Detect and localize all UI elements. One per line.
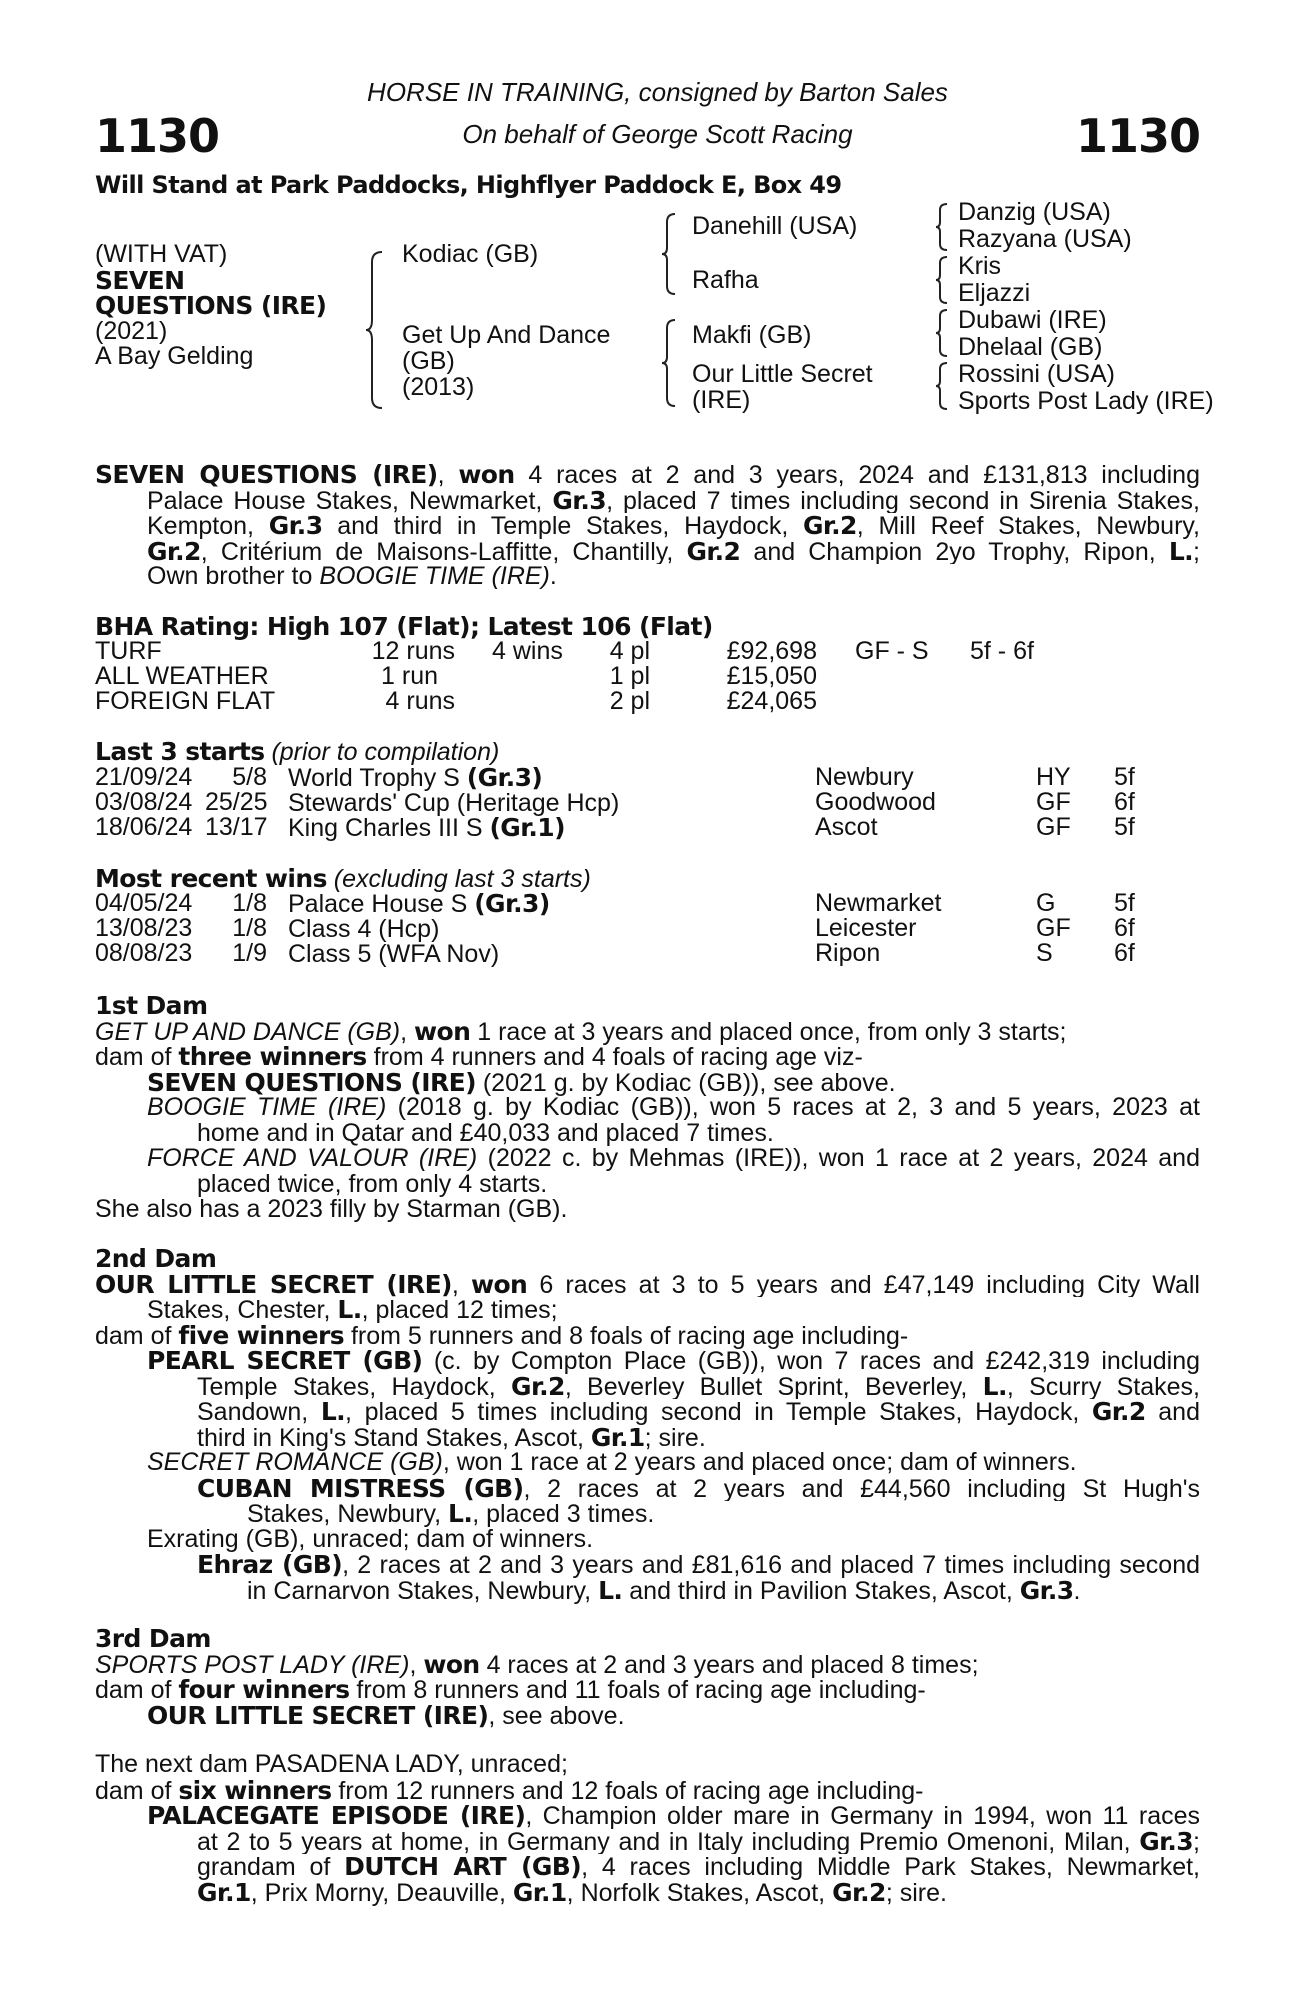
second-dam-section: [95, 1246, 1200, 1603]
win-position: 1/9: [232, 939, 267, 967]
start-race: Stewards' Cup (Heritage Hcp): [288, 789, 620, 817]
record-surface: ALL WEATHER: [95, 662, 269, 690]
ds-dam: Dhelaal (GB): [958, 333, 1103, 361]
start-distance: 5f: [1114, 813, 1135, 841]
dam-line: GET UP AND DANCE (GB), won 1 race at 3 years and placed once, from only 3 starts;: [95, 1016, 1067, 1046]
third-dam-section: [95, 1626, 1200, 1728]
dam-line: BOOGIE TIME (IRE) (2018 g. by Kodiac (GB)), won 5 races at 2, 3 and 5 years, 2023 at: [147, 1095, 1200, 1121]
record-surface: FOREIGN FLAT: [95, 687, 276, 715]
dd-sire: Rossini (USA): [958, 360, 1115, 388]
dam-line: PEARL SECRET (GB) (c. by Compton Place (GB)), won 7 races and £242,319 including: [147, 1348, 1200, 1374]
dd-dam: Sports Post Lady (IRE): [958, 387, 1214, 415]
dam-line: SPORTS POST LADY (IRE), won 4 races at 2 and 3 years and placed 8 times;: [95, 1649, 979, 1679]
win-distance: 6f: [1114, 939, 1135, 967]
first-dam-section: [95, 993, 1200, 1223]
win-race: Class 4 (Hcp): [288, 915, 440, 943]
start-going: HY: [1036, 763, 1071, 791]
win-date: 13/08/23: [95, 914, 193, 942]
dam-line: dam of four winners from 8 runners and 11 foals of racing age including-: [95, 1675, 926, 1704]
win-position: 1/8: [232, 914, 267, 942]
record-runs: 4 runs: [385, 687, 455, 715]
dam-line: PALACEGATE EPISODE (IRE), Champion older mare in Germany in 1994, won 11 races: [147, 1803, 1200, 1829]
ds-sire: Dubawi (IRE): [958, 306, 1107, 334]
start-date: 03/08/24: [95, 788, 193, 816]
start-distance: 6f: [1114, 788, 1135, 816]
start-position: 5/8: [232, 763, 267, 791]
win-course: Newmarket: [815, 889, 942, 917]
start-race: King Charles III S (Gr.1): [288, 813, 565, 842]
summary-line: SEVEN QUESTIONS (IRE), won 4 races at 2 and 3 years, 2024 and £131,813 including: [95, 462, 1200, 488]
horse-year: (2021): [95, 316, 168, 345]
record-placed: 4 pl: [609, 637, 650, 665]
start-date: 18/06/24: [95, 813, 193, 841]
start-going: GF: [1036, 813, 1071, 841]
record-earnings: £15,050: [726, 662, 817, 690]
dam-line: OUR LITTLE SECRET (IRE), see above.: [147, 1700, 625, 1730]
dam-dam-line1: Our Little Secret: [692, 360, 873, 388]
dam-line: at 2 to 5 years at home, in Germany and in Italy including Premio Omenoni, Milan, Gr.3;: [197, 1828, 1200, 1854]
race-summary: [95, 462, 1200, 590]
dam-line: placed twice, from only 4 starts.: [197, 1169, 548, 1198]
dam-line: dam of five winners from 5 runners and 8 foals of racing age including-: [95, 1320, 909, 1350]
dam-line: home and in Qatar and £40,033 and placed 7 times.: [197, 1118, 774, 1147]
start-date: 21/09/24: [95, 763, 193, 791]
sd-dam: Eljazzi: [958, 279, 1031, 307]
horse-name-line1: SEVEN: [95, 265, 185, 295]
dam-dam-line2: (IRE): [692, 386, 751, 414]
horse-name-line2: QUESTIONS (IRE): [95, 291, 327, 320]
pedigree-brace-sd: [934, 255, 950, 305]
dam-line: Sandown, L., placed 5 times including second in Temple Stakes, Haydock, Gr.2 and: [197, 1399, 1200, 1425]
next-dam-section: [95, 1752, 1200, 1905]
win-position: 1/8: [232, 889, 267, 917]
record-distance: 5f - 6f: [970, 637, 1034, 665]
dam-line: dam of six winners from 12 runners and 12 foals of racing age including-: [95, 1775, 924, 1805]
pedigree-brace-ss: [934, 202, 950, 252]
summary-line: Gr.2, Critérium de Maisons-Laffitte, Chantilly, Gr.2 and Champion 2yo Trophy, Ripon, L.;: [147, 538, 1200, 564]
summary-line: Kempton, Gr.3 and third in Temple Stakes, Haydock, Gr.2, Mill Reef Stakes, Newbury,: [147, 513, 1200, 539]
dam-name-line1: Get Up And Dance: [402, 321, 611, 349]
consignment-subtitle: On behalf of George Scott Racing: [462, 119, 853, 149]
sd-sire: Kris: [958, 252, 1002, 280]
dam-line: dam of three winners from 4 runners and 4 foals of racing age viz-: [95, 1042, 863, 1071]
dam-name-line2: (GB): [402, 347, 455, 375]
win-distance: 6f: [1114, 914, 1135, 942]
section-heading: 1st Dam: [95, 991, 208, 1020]
start-course: Newbury: [815, 763, 914, 791]
sire-dam: Rafha: [692, 266, 759, 294]
win-date: 04/05/24: [95, 889, 193, 917]
start-race: World Trophy S (Gr.3): [288, 763, 543, 792]
dam-line: grandam of DUTCH ART (GB), 4 races including Middle Park Stakes, Newmarket,: [197, 1854, 1200, 1880]
dam-line: FORCE AND VALOUR (IRE) (2022 c. by Mehmas (IRE)), won 1 race at 2 years, 2024 and: [147, 1146, 1200, 1172]
dam-name-line3: (2013): [402, 373, 475, 401]
ss-dam: Razyana (USA): [958, 225, 1132, 253]
record-wins: 4 wins: [492, 637, 563, 665]
sire-sire: Danehill (USA): [692, 212, 858, 240]
bha-rating-heading: BHA Rating: High 107 (Flat); Latest 106 (Flat): [95, 612, 713, 641]
dam-line: in Carnarvon Stakes, Newbury, L. and third in Pavilion Stakes, Ascot, Gr.3.: [247, 1575, 1081, 1605]
record-surface: TURF: [95, 637, 162, 665]
horse-description: A Bay Gelding: [95, 342, 254, 370]
dam-line: CUBAN MISTRESS (GB), 2 races at 2 years and £44,560 including St Hugh's: [197, 1475, 1200, 1501]
win-going: G: [1036, 889, 1056, 917]
start-course: Goodwood: [815, 788, 936, 816]
record-going: GF - S: [855, 637, 929, 665]
dam-line: Exrating (GB), unraced; dam of winners.: [147, 1524, 594, 1553]
win-race: Palace House S (Gr.3): [288, 889, 550, 918]
dam-line: She also has a 2023 filly by Starman (GB).: [95, 1195, 568, 1223]
dam-line: third in King's Stand Stakes, Ascot, Gr.1; sire.: [197, 1422, 706, 1452]
start-position: 13/17: [205, 813, 268, 841]
dam-line: SECRET ROMANCE (GB), won 1 race at 2 years and placed once; dam of winners.: [147, 1448, 1077, 1476]
vat-status: (WITH VAT): [95, 240, 228, 268]
dam-line: Stakes, Chester, L., placed 12 times;: [147, 1295, 558, 1324]
record-runs: 1 run: [381, 662, 438, 690]
lot-number-right: 1130: [1075, 109, 1200, 163]
stand-location: Will Stand at Park Paddocks, Highflyer Paddock E, Box 49: [95, 171, 842, 199]
start-position: 25/25: [205, 788, 268, 816]
lot-number-left: 1130: [95, 109, 220, 163]
pedigree-brace-sire: [660, 212, 678, 296]
dam-sire: Makfi (GB): [692, 321, 812, 349]
record-earnings: £92,698: [726, 637, 817, 665]
win-distance: 5f: [1114, 889, 1135, 917]
pedigree-brace-1: [364, 250, 386, 410]
record-runs: 12 runs: [371, 637, 455, 665]
pedigree-brace-dd: [934, 361, 950, 411]
horse-info: [95, 242, 326, 370]
dam-line: SEVEN QUESTIONS (IRE) (2021 g. by Kodiac (GB)), see above.: [147, 1067, 896, 1097]
win-going: GF: [1036, 914, 1071, 942]
win-going: S: [1036, 939, 1053, 967]
summary-line: Palace House Stakes, Newmarket, Gr.3, placed 7 times including second in Sirenia Stakes,: [147, 487, 1200, 513]
summary-line: Own brother to BOOGIE TIME (IRE).: [147, 562, 557, 590]
consignment-title: HORSE IN TRAINING, consigned by Barton Sales: [367, 77, 948, 107]
dam-line: OUR LITTLE SECRET (IRE), won 6 races at 3 to 5 years and £47,149 including City Wall: [95, 1271, 1200, 1297]
win-race: Class 5 (WFA Nov): [288, 940, 500, 968]
recent-wins-heading: Most recent wins (excluding last 3 starts): [95, 864, 591, 893]
pedigree-brace-ds: [934, 308, 950, 358]
win-course: Leicester: [815, 914, 917, 942]
dam-line: Gr.1, Prix Morny, Deauville, Gr.1, Norfolk Stakes, Ascot, Gr.2; sire.: [197, 1877, 947, 1907]
record-placed: 1 pl: [609, 662, 650, 690]
section-heading: 3rd Dam: [95, 1624, 211, 1653]
start-course: Ascot: [815, 813, 878, 841]
dam-line: The next dam PASADENA LADY, unraced;: [95, 1750, 568, 1778]
pedigree-brace-dam: [660, 318, 678, 408]
dam-line: Stakes, Newbury, L., placed 3 times.: [247, 1499, 655, 1528]
last3-heading: Last 3 starts (prior to compilation): [95, 737, 500, 766]
sire-name: Kodiac (GB): [402, 240, 539, 268]
win-date: 08/08/23: [95, 939, 193, 967]
start-distance: 5f: [1114, 763, 1135, 791]
start-going: GF: [1036, 788, 1071, 816]
record-earnings: £24,065: [726, 687, 817, 715]
dam-line: Temple Stakes, Haydock, Gr.2, Beverley Bullet Sprint, Beverley, L., Scurry Stakes,: [197, 1373, 1200, 1399]
section-heading: 2nd Dam: [95, 1244, 217, 1273]
win-course: Ripon: [815, 939, 881, 967]
record-placed: 2 pl: [609, 687, 650, 715]
dam-line: Ehraz (GB), 2 races at 2 and 3 years and £81,616 and placed 7 times including second: [197, 1552, 1200, 1578]
ss-sire: Danzig (USA): [958, 198, 1111, 226]
